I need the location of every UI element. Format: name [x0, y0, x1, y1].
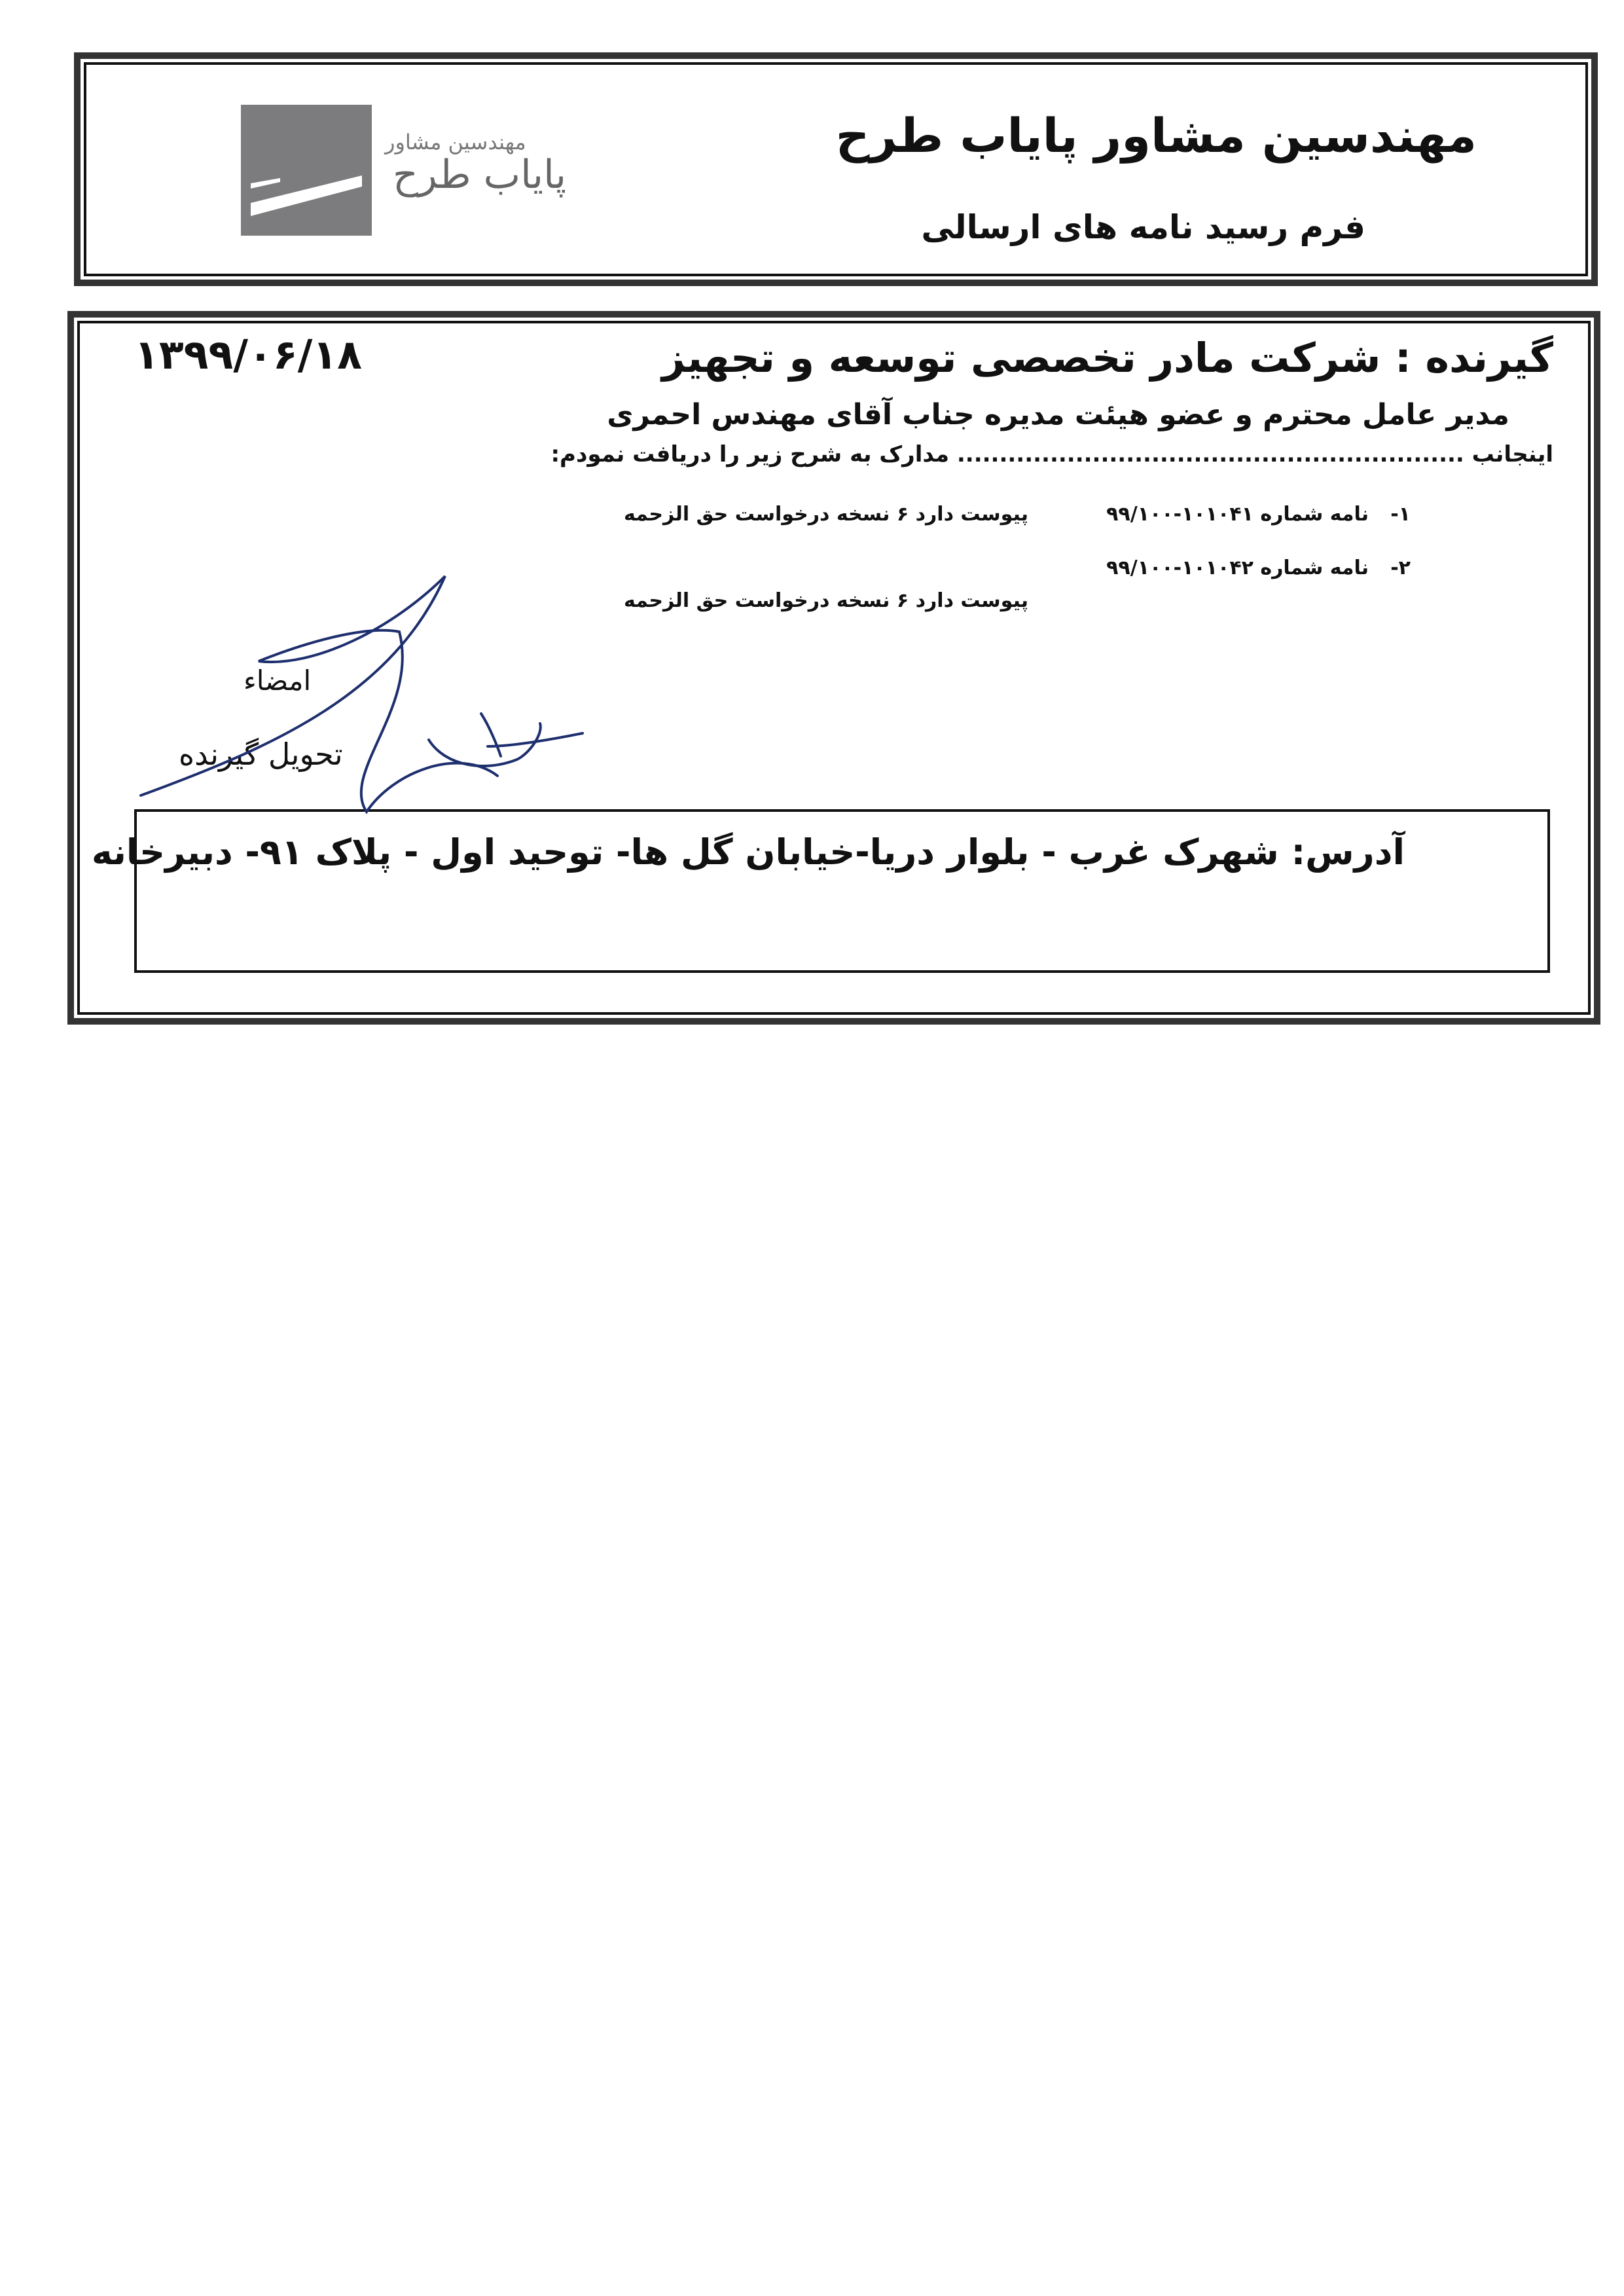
receipt-intro-line: اینجانب ............................................................ مدارک به شرح زیر را دریافت نمودم: [550, 441, 1553, 467]
company-logo-icon [241, 105, 372, 236]
company-title: مهندسین مشاور پایاب طرح [835, 108, 1477, 163]
item-attachment-note: پیوست دارد ۶ نسخه درخواست حق الزحمه [624, 589, 1028, 612]
form-title: فرم رسید نامه های ارسالی [921, 208, 1365, 246]
letter-date: ۱۳۹۹/۰۶/۱۸ [134, 331, 363, 378]
item-letter-ref: نامه شماره ۱۰۱۰۴۲-۹۹/۱۰۰ [1106, 556, 1369, 579]
item-number: -۱ [1390, 503, 1411, 526]
recipient-line: گیرنده : شرکت مادر تخصصی توسعه و تجهیز [662, 334, 1553, 382]
item-attachment-note: پیوست دارد ۶ نسخه درخواست حق الزحمه [624, 503, 1028, 526]
item-letter-ref: نامه شماره ۱۰۱۰۴۱-۹۹/۱۰۰ [1106, 503, 1369, 526]
signature-label: امضاء [244, 665, 312, 697]
logo-name: پایاب طرح [393, 152, 567, 198]
recipient-title-line: مدیر عامل محترم و عضو هیئت مدیره جناب آقای مهندس احمری [607, 398, 1509, 431]
address-line: آدرس: شهرک غرب - بلوار دریا-خیابان گل ها- توحید اول - پلاک ۹۱- دبیرخانه [91, 831, 1405, 873]
item-number: -۲ [1390, 556, 1411, 579]
logo-subtitle: مهندسین مشاور [385, 130, 526, 155]
receiver-label: تحویل گیرنده [179, 737, 343, 772]
